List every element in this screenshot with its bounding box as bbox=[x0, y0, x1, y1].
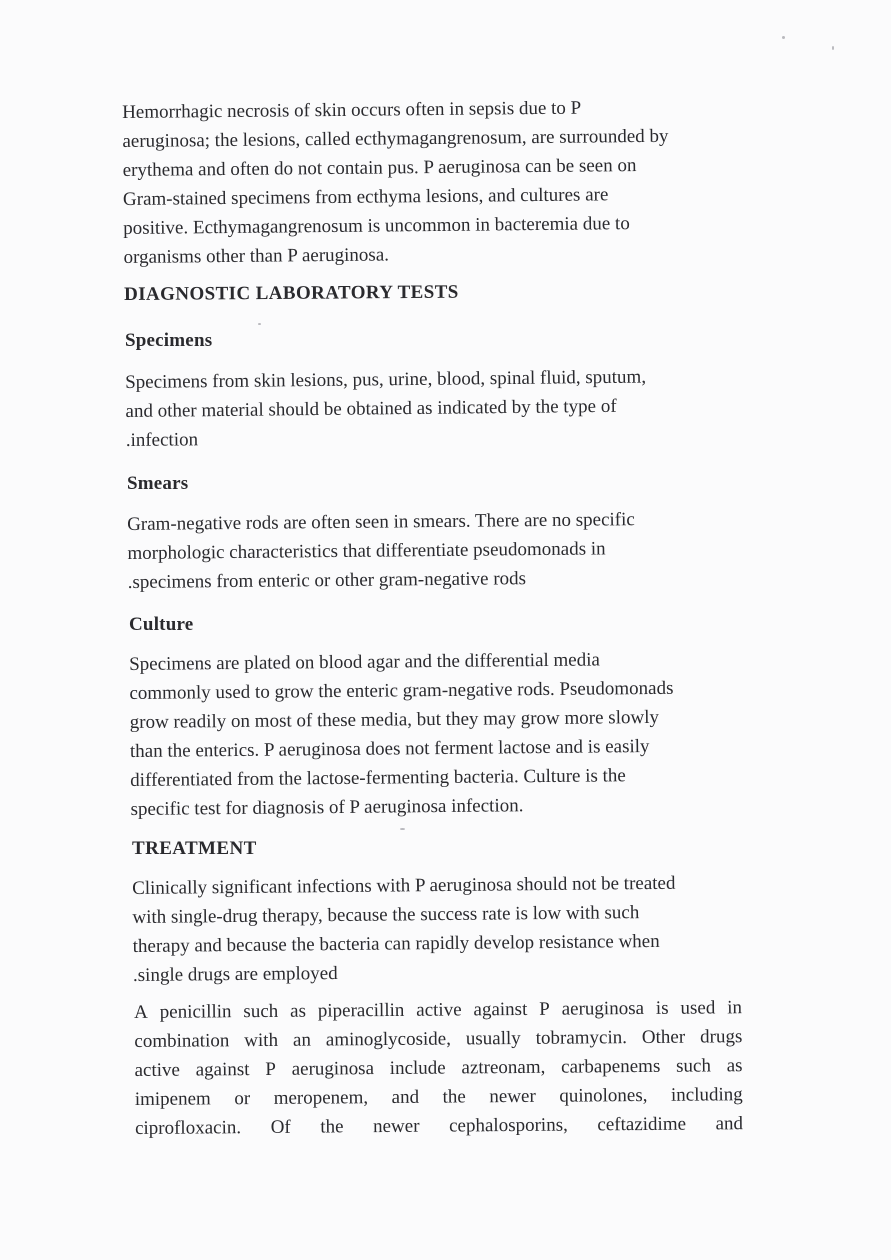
word: including bbox=[670, 1084, 743, 1106]
smears-paragraph bbox=[127, 504, 728, 597]
word: aminoglycoside, bbox=[325, 1028, 451, 1051]
word: aeruginosa bbox=[561, 997, 645, 1020]
section-heading-diagnostic: DIAGNOSTIC LABORATORY TESTS bbox=[124, 281, 459, 305]
word: such bbox=[676, 1055, 711, 1077]
word: ciprofloxacin. bbox=[134, 1117, 242, 1139]
word: tobramycin. bbox=[535, 1027, 628, 1049]
word: A bbox=[134, 1001, 148, 1023]
word: as bbox=[290, 1000, 307, 1022]
word: such bbox=[243, 1000, 279, 1023]
text-line: with single-drug therapy, because the success rate is low with such bbox=[132, 902, 640, 928]
word: as bbox=[726, 1055, 743, 1077]
culture-paragraph bbox=[129, 644, 731, 824]
word: usually bbox=[465, 1027, 521, 1050]
word: Other bbox=[641, 1026, 686, 1049]
word: P bbox=[539, 998, 550, 1020]
text-line: .infection bbox=[125, 429, 199, 451]
word: piperacillin bbox=[317, 999, 405, 1022]
text-line: Specimens from skin lesions, pus, urine, blood, spinal fluid, sputum, bbox=[125, 366, 647, 393]
text-line: positive. Ecthymagangrenosum is uncommon in bacteremia due to bbox=[123, 213, 630, 239]
text-line: erythema and often do not contain pus. P aeruginosa can be seen on bbox=[122, 155, 637, 181]
text-line: Specimens are plated on blood agar and the differential media bbox=[129, 649, 600, 675]
scan-speck bbox=[400, 828, 405, 830]
text-line: .single drugs are employed bbox=[132, 963, 338, 986]
text-line: organisms other than P aeruginosa. bbox=[123, 244, 390, 268]
text-line: than the enterics. P aeruginosa does not ferment lactose and is easily bbox=[129, 736, 650, 762]
word: and bbox=[391, 1086, 420, 1108]
intro-paragraph bbox=[122, 92, 724, 272]
word: the bbox=[442, 1086, 466, 1108]
word: carbapenems bbox=[561, 1055, 661, 1078]
treatment-paragraph-1 bbox=[132, 868, 733, 990]
word: ceftazidime bbox=[597, 1113, 687, 1136]
specimens-paragraph bbox=[125, 362, 726, 455]
scan-speck bbox=[832, 46, 834, 50]
text-line: grow readily on most of these media, but they may grow more slowly bbox=[129, 706, 660, 733]
word: is bbox=[655, 997, 669, 1019]
text-line bbox=[134, 993, 742, 1027]
text-line: aeruginosa; the lesions, called ecthymagangrenosum, are surrounded by bbox=[122, 125, 669, 152]
text-line: therapy and because the bacteria can rapidly develop resistance when bbox=[132, 930, 660, 957]
section-heading-treatment: TREATMENT bbox=[132, 838, 257, 859]
text-line: specific test for diagnosis of P aeruginosa infection. bbox=[130, 795, 524, 820]
text-line: and other material should be obtained as indicated by the type of bbox=[125, 395, 617, 422]
word: combination bbox=[134, 1030, 230, 1052]
text-line-last bbox=[135, 1109, 743, 1143]
text-line: commonly used to grow the enteric gram-negative rods. Pseudomonads bbox=[129, 677, 674, 704]
word: or bbox=[234, 1088, 251, 1110]
word: quinolones, bbox=[559, 1084, 648, 1107]
word: the bbox=[320, 1116, 344, 1138]
word: an bbox=[292, 1029, 311, 1051]
scan-speck bbox=[258, 323, 261, 325]
word: include bbox=[389, 1057, 446, 1079]
section-heading-smears: Smears bbox=[127, 473, 189, 494]
text-line bbox=[135, 1080, 743, 1114]
text-line: Gram-stained specimens from ecthyma lesions, and cultures are bbox=[122, 184, 609, 210]
word: imipenem bbox=[134, 1088, 211, 1110]
section-heading-specimens: Specimens bbox=[125, 330, 213, 351]
word: used bbox=[680, 997, 716, 1019]
treatment-paragraph-2 bbox=[134, 993, 743, 1143]
word: Of bbox=[270, 1116, 291, 1138]
text-line: .specimens from enteric or other gram-negative rods bbox=[127, 568, 527, 593]
word: and bbox=[715, 1113, 744, 1135]
text-line bbox=[134, 1051, 742, 1085]
word: penicillin bbox=[159, 1001, 232, 1023]
text-line: differentiated from the lactose-fermenting bacteria. Culture is the bbox=[130, 765, 626, 791]
word: P bbox=[265, 1058, 276, 1080]
word: in bbox=[727, 997, 743, 1019]
section-heading-culture: Culture bbox=[129, 614, 194, 635]
text-line bbox=[134, 1022, 742, 1056]
scan-speck bbox=[782, 36, 785, 39]
word: with bbox=[244, 1029, 279, 1052]
word: meropenem, bbox=[273, 1087, 369, 1109]
word: newer bbox=[372, 1115, 420, 1138]
text-line: morphologic characteristics that differentiate pseudomonads in bbox=[127, 538, 606, 564]
word: aeruginosa bbox=[291, 1058, 375, 1080]
word: drugs bbox=[700, 1026, 743, 1048]
word: cephalosporins, bbox=[448, 1114, 568, 1137]
text-line: Hemorrhagic necrosis of skin occurs often in sepsis due to P bbox=[122, 97, 582, 123]
word: active bbox=[416, 999, 462, 1021]
word: newer bbox=[489, 1085, 536, 1108]
text-line: Clinically significant infections with P aeruginosa should not be treated bbox=[132, 872, 676, 899]
word: aztreonam, bbox=[461, 1056, 546, 1079]
word: against bbox=[473, 998, 528, 1021]
text-line: Gram-negative rods are often seen in smears. There are no specific bbox=[127, 509, 635, 535]
word: against bbox=[195, 1059, 250, 1081]
word: active bbox=[134, 1059, 181, 1081]
